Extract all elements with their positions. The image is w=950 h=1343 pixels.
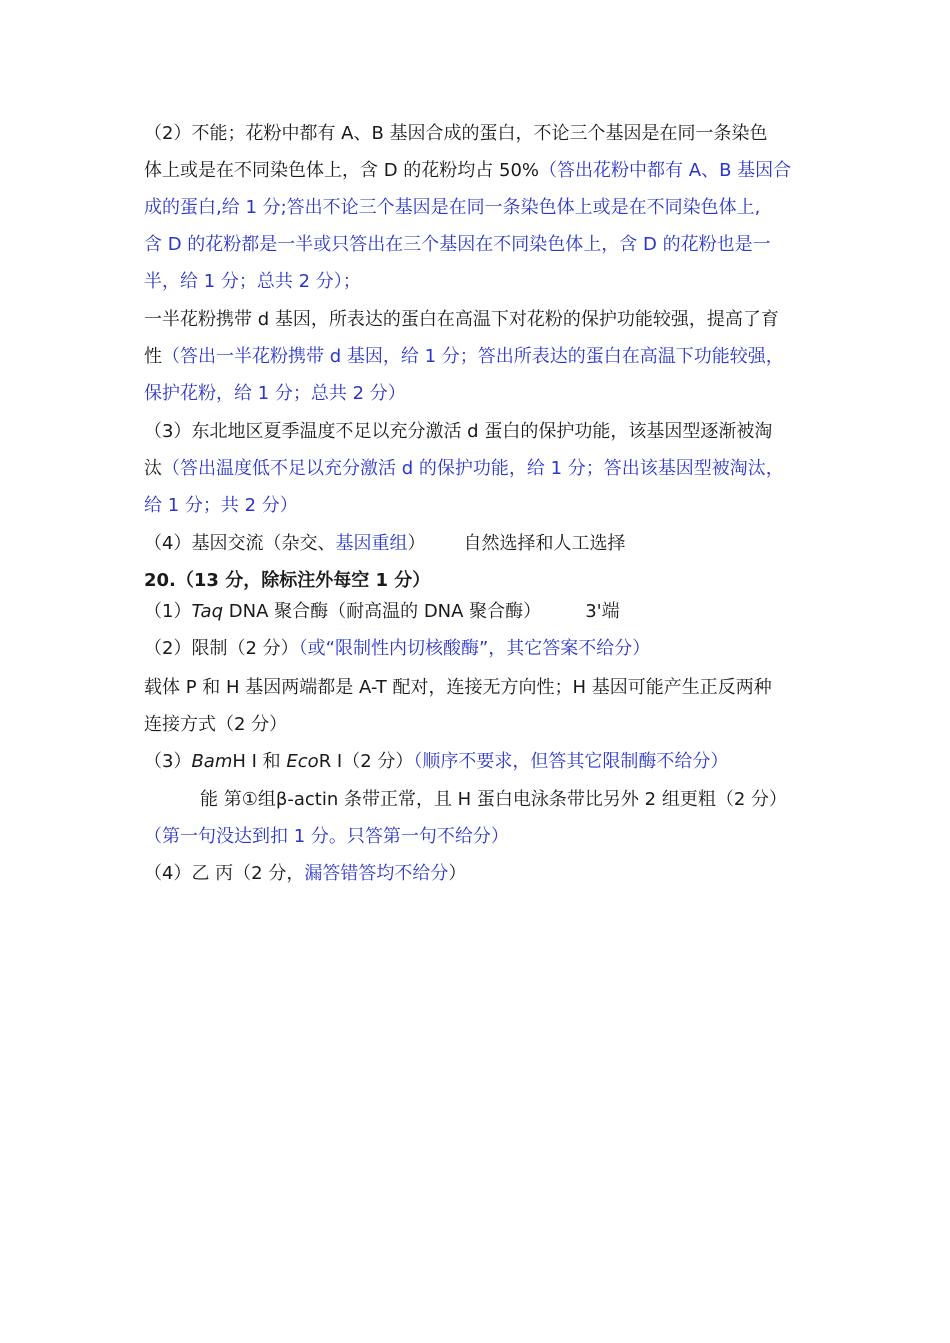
q19-2-line-4: 含 D 的花粉都是一半或只答出在三个基因在不同染色体上，含 D 的花粉也是一 <box>144 234 771 255</box>
q19-2-line-3: 成的蛋白,给 1 分;答出不论三个基因是在同一条染色体上或是在不同染色体上, <box>144 197 761 218</box>
q19-2-answer: 体上或是在不同染色体上，含 D 的花粉均占 50% <box>144 160 540 181</box>
q20-4-end: ） <box>448 863 467 884</box>
q20-2-line-2: 载体 P 和 H 基因两端都是 A-T 配对，连接无方向性；H 基因可能产生正反两种 <box>144 677 772 698</box>
q19-4-line <box>144 532 816 556</box>
q19-2-line-7 <box>144 345 816 369</box>
q20-3-bam: Bam <box>191 751 233 772</box>
q20-1-answer-2: 3'端 <box>585 601 620 622</box>
q20-3-line-2: 能 第①组β-actin 条带正常，且 H 蛋白电泳条带比另外 2 组更粗（2 分） <box>200 789 788 810</box>
q19-3-line-2 <box>144 457 816 481</box>
q19-3-line-3: 给 1 分；共 2 分） <box>144 495 298 516</box>
q20-3-line-3: （第一句没达到扣 1 分。只答第一句不给分） <box>144 826 509 847</box>
q19-2-answer-tail: 性 <box>144 346 162 367</box>
q20-2-line-3: 连接方式（2 分） <box>144 714 288 735</box>
q20-4-scoring-note: 漏答错答均不给分 <box>304 863 449 884</box>
q19-3-line-1: （3）东北地区夏季温度不足以充分激活 d 蛋白的保护功能，该基因型逐渐被淘 <box>144 421 773 442</box>
q20-4-line <box>144 862 816 886</box>
q20-3-bam-suffix: H I 和 <box>232 751 287 772</box>
q19-2-line-2 <box>144 159 816 183</box>
q19-2-line-8: 保护花粉，给 1 分；总共 2 分） <box>144 383 406 404</box>
q20-1-line <box>144 600 816 624</box>
q20-3-label: （3） <box>144 751 192 772</box>
q19-2-scoring-note: （答出花粉中都有 A、B 基因合 <box>539 160 792 181</box>
q19-3-scoring-note: （答出温度低不足以充分激活 d 的保护功能，给 1 分；答出该基因型被淘汰， <box>162 458 784 479</box>
q19-4-part-2: 基因重组 <box>335 533 408 554</box>
q19-4-part-4: 自然选择和人工选择 <box>463 533 626 554</box>
q20-1-taq: Taq <box>191 601 224 622</box>
q20-1-label: （1） <box>144 601 192 622</box>
q20-2-scoring-note: （或“限制性内切核酸酶”，其它答案不给分） <box>298 638 651 659</box>
q20-2-answer: （2）限制（2 分） <box>144 638 299 659</box>
q19-4-part-1: （4）基因交流（杂交、 <box>144 533 336 554</box>
q19-3-answer-tail: 汰 <box>144 458 162 479</box>
q19-2-line-6: 一半花粉携带 d 基因，所表达的蛋白在高温下对花粉的保护功能较强，提高了育 <box>144 309 779 330</box>
q20-4-answer: （4）乙 丙（2 分， <box>144 863 305 884</box>
q20-3-scoring-note: （顺序不要求，但答其它限制酶不给分） <box>413 751 729 772</box>
q20-heading: 20.（13 分，除标注外每空 1 分） <box>144 570 431 591</box>
q19-2-scoring-note-2: （答出一半花粉携带 d 基因，给 1 分；答出所表达的蛋白在高温下功能较强， <box>162 346 784 367</box>
q19-2-line-5: 半，给 1 分；总共 2 分）； <box>144 271 361 292</box>
q19-2-line-1: （2）不能；花粉中都有 A、B 基因合成的蛋白，不论三个基因是在同一条染色 <box>144 123 768 144</box>
q20-3-line-1 <box>144 750 816 774</box>
q20-2-line-1 <box>144 637 816 661</box>
q20-3-eco-suffix: R I（2 分） <box>318 751 414 772</box>
q20-3-eco: Eco <box>286 751 319 772</box>
q20-1-answer: DNA 聚合酶（耐高温的 DNA 聚合酶） <box>223 601 542 622</box>
q19-4-part-3: ） <box>407 533 426 554</box>
